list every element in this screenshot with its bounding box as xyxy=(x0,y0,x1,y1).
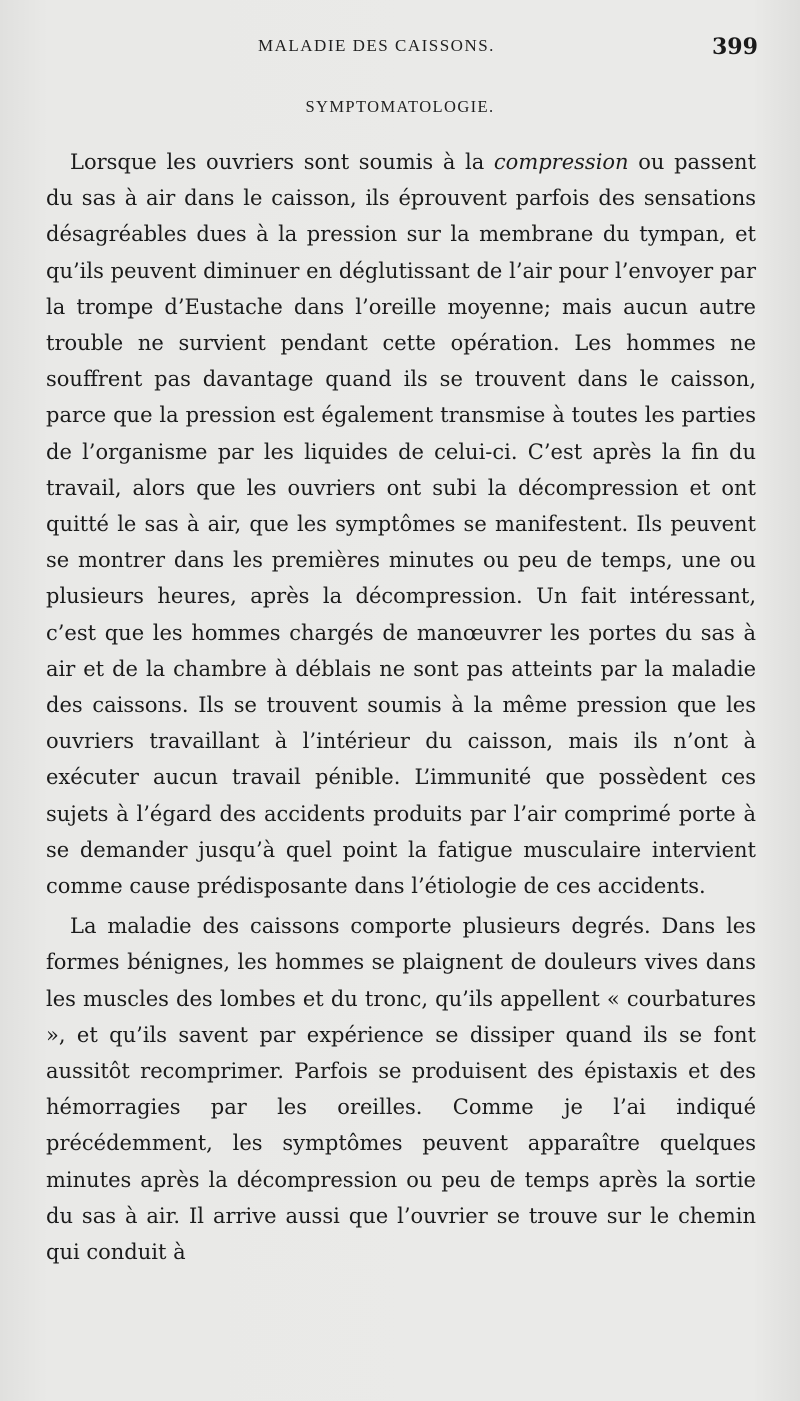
paragraph-2: La maladie des caissons comporte plusieurs degrés. Dans les formes bénignes, les hommes se plaignent de douleurs vives dans les muscles des lombes et du tronc, qu’ils appellent « courbatures », et qu’ils savent par expérience se dissiper quand ils se font aussitôt recomprimer. Parfois se produisent des épistaxis et des hémorragies par les oreilles. Comme je l’ai indiqué précédemment, les symptômes peuvent apparaître quelques minutes après la décompression ou peu de temps après la sortie du sas à air. Il arrive aussi que l’ouvrier se trouve sur le chemin qui conduit à xyxy=(46,914,756,1265)
paragraph-1-emphasis: compression xyxy=(493,150,629,174)
paragraph-1-rest: ou passent du sas à air dans le caisson, ils éprouvent parfois des sensations désagréables dues à la pression sur la membrane du tympan, et qu’ils peuvent diminuer en déglutissant de l’air pour l’envoyer par la trompe d’Eustache dans l’oreille moyenne; mais aucun autre trouble ne survient pendant cette opération. Les hommes ne souffrent pas davantage quand ils se trouvent dans le caisson, parce que la pression est également transmise à toutes les parties de l’organisme par les liquides de celui-ci. C’est après la fin du travail, alors que les ouvriers ont subi la décompression et ont quitté le sas à air, que les symptômes se manifestent. Ils peuvent se montrer dans les premières minutes ou peu de temps, une ou plusieurs heures, après la décompression. Un fait intéressant, c’est que les hommes chargés de manœuvrer les portes du sas à air et de la chambre à déblais ne sont pas atteints par la maladie des caissons. Ils se trouvent soumis à la même pression que les ouvriers travaillant à l’intérieur du caisson, mais ils n’ont à exécuter aucun travail pénible. L’immunité que possèdent ces sujets à l’égard des accidents produits par l’air comprimé porte à se demander jusqu’à quel point la fatigue musculaire intervient comme cause prédisposante dans l’étiologie de ces accidents. xyxy=(46,150,757,899)
page-number: 399 xyxy=(712,34,758,60)
section-title: SYMPTOMATOLOGIE. xyxy=(305,97,495,116)
paragraph-1 xyxy=(46,144,756,904)
running-head: MALADIE DES CAISSONS. xyxy=(258,36,495,55)
body-text xyxy=(46,144,756,1274)
paragraph-1-lead: Lorsque les ouvriers sont soumis à la xyxy=(70,150,494,174)
